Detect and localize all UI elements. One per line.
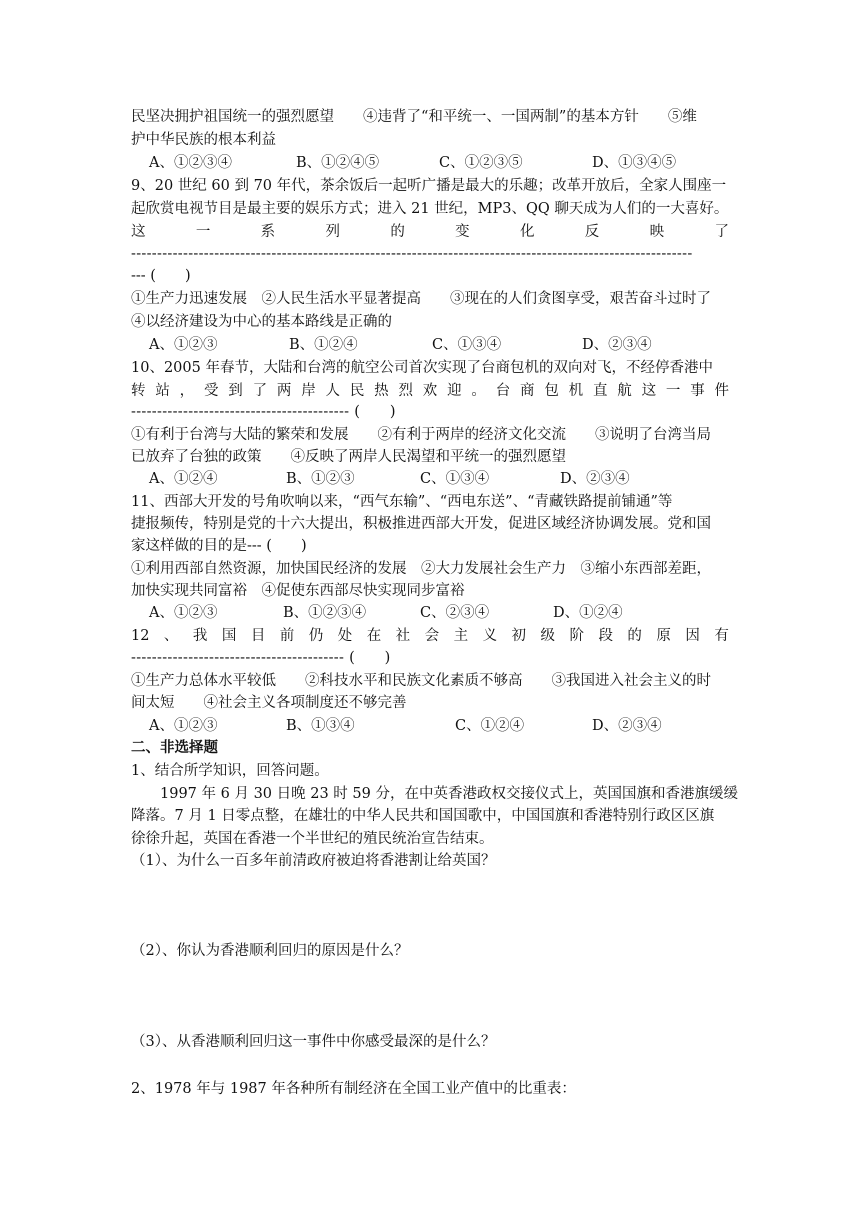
spaced-word: 两 (276, 383, 292, 399)
spaced-word: 有 (714, 628, 729, 644)
spaced-word: 系 (260, 224, 276, 240)
q11-option-d: D、①②④ (553, 605, 623, 621)
spaced-word: 会 (424, 628, 440, 644)
q9-option-d: D、②③④ (582, 337, 652, 353)
spaced-word: 受 (203, 383, 219, 399)
spaced-word: 站 (155, 383, 170, 399)
spaced-word: 化 (519, 224, 535, 240)
spaced-word: 一 (195, 224, 211, 240)
spaced-word: 包 (544, 383, 559, 399)
spaced-word: 我 (192, 628, 208, 644)
q10-dash-line: ------------------------------------------ ( ) (131, 404, 396, 420)
spaced-word: 这 (131, 224, 146, 240)
q11-option-b: B、①②③④ (283, 605, 367, 621)
q10-option-a: A、①②④ (149, 471, 218, 487)
q12-option-a: A、①②③ (149, 718, 218, 734)
q9-statement-2: ④以经济建设为中心的基本路线是正确的 (131, 314, 392, 330)
q11-line-2: 捷报频传，特别是党的十六大提出，积极推进西部大开发，促进区域经济协调发展。党和国 (131, 516, 711, 532)
spaced-word: 前 (279, 628, 295, 644)
q9-option-c: C、①③④ (432, 337, 502, 353)
q10-statement-1: ①有利于台湾与大陆的繁荣和发展 ②有利于两岸的经济文化交流 ③说明了台湾当局 (131, 427, 711, 443)
sub-question-3: （3）、从香港顺利回归这一事件中你感受最深的是什么？ (131, 1034, 496, 1050)
spaced-word: 件 (714, 383, 729, 399)
spaced-word: 商 (520, 383, 535, 399)
q8-option-b: B、①②④⑤ (296, 155, 380, 171)
spaced-word: 岸 (301, 383, 316, 399)
q11-statement-2: 加快实现共同富裕 ④促使东西部尽快实现同步富裕 (131, 583, 465, 599)
passage-line-2: 降落。7 月 1 日零点整，在雄壮的中华人民共和国国歌中，中国国旗和香港特别行政区区旗 (131, 808, 715, 824)
spaced-word: 社 (395, 628, 411, 644)
q11-line-3: 家这样做的目的是--- ( ) (131, 538, 307, 554)
spaced-word: 变 (455, 224, 470, 240)
q12-statement-2: 间太短 ④社会主义各项制度还不够完善 (131, 695, 407, 711)
sub-question-1: （1）、为什么一百多年前清政府被迫将香港割让给英国？ (131, 853, 496, 869)
q9-line-1: 9、20 世纪 60 到 70 年代，茶余饭后一起听广播是最大的乐趣；改革开放后，全家人围座一 (131, 178, 727, 194)
spaced-word: 转 (131, 383, 146, 399)
q9-line-3 (131, 222, 729, 242)
q10-line-1: 10、2005 年春节，大陆和台湾的航空公司首次实现了台商包机的双向对飞，不经停香港中 (131, 360, 713, 376)
spaced-word: 仍 (308, 628, 324, 644)
spaced-word: 了 (252, 383, 268, 399)
q11-line-1: 11、西部大开发的号角吹响以来，“西气东输”、“西电东送”、“青藏铁路提前铺通”等 (131, 494, 673, 510)
spaced-word: 阶 (569, 628, 584, 644)
q12-dash-line: ----------------------------------------- ( ) (131, 650, 391, 666)
spaced-word: 因 (685, 628, 700, 644)
spaced-word: 台 (495, 383, 511, 399)
spaced-word: 迎 (447, 383, 462, 399)
q12-statement-1: ①生产力总体水平较低 ②科技水平和民族文化素质不够高 ③我国进入社会主义的时 (131, 673, 711, 689)
spaced-word: 直 (592, 383, 608, 399)
q8-option-a: A、①②③④ (149, 155, 232, 171)
spaced-word: 。 (471, 383, 486, 399)
spaced-word: 了 (714, 224, 729, 240)
q12-option-c: C、①②④ (455, 718, 525, 734)
spaced-word: 欢 (422, 383, 438, 399)
q8-option-c: C、①②③⑤ (439, 155, 523, 171)
spaced-word: 民 (349, 383, 365, 399)
passage-line-3: 徐徐升起，英国在香港一个半世纪的殖民统治宣告结束。 (131, 831, 494, 847)
q10-option-c: C、①③④ (420, 471, 490, 487)
spaced-word: 事 (690, 383, 705, 399)
spaced-word: 热 (374, 383, 389, 399)
spaced-word: 义 (482, 628, 498, 644)
spaced-word: 航 (617, 383, 632, 399)
spaced-word: 主 (453, 628, 469, 644)
spaced-word: 映 (649, 224, 665, 240)
section-heading: 二、非选择题 (131, 739, 218, 756)
q8-line-2: 护中华民族的根本利益 (131, 132, 276, 148)
q11-option-a: A、①②③ (149, 605, 218, 621)
q8-line-1: 民坚决拥护祖国统一的强烈愿望 ④违背了“和平统一、一国两制”的基本方针 ⑤维 (131, 109, 697, 125)
q12-option-b: B、①③④ (286, 718, 355, 734)
spaced-word: 烈 (398, 383, 413, 399)
q10-option-d: D、②③④ (560, 471, 630, 487)
spaced-word: 国 (221, 628, 237, 644)
spaced-word: 、 (163, 628, 179, 644)
spaced-word: 目 (250, 628, 266, 644)
spaced-word: ， (179, 383, 195, 399)
q8-option-d: D、①③④⑤ (592, 155, 677, 171)
sub-question-2: （2）、你认为香港顺利回归的原因是什么？ (131, 943, 409, 959)
passage-line-1: 1997 年 6 月 30 日晚 23 时 59 分，在中英香港政权交接仪式上，英国国旗和香港旗缓缓 (131, 786, 738, 802)
q12-line-1 (131, 626, 729, 646)
spaced-word: 一 (665, 383, 681, 399)
spaced-word: 初 (511, 628, 527, 644)
spaced-word: 级 (540, 628, 556, 644)
q9-statement-1: ①生产力迅速发展 ②人民生活水平显著提高 ③现在的人们贪图享受，艰苦奋斗过时了 (131, 291, 711, 307)
spaced-word: 反 (584, 224, 600, 240)
spaced-word: 原 (656, 628, 671, 644)
section2-q2: 2、1978 年与 1987 年各种所有制经济在全国工业产值中的比重表： (131, 1081, 576, 1097)
spaced-word: 人 (325, 383, 340, 399)
q10-option-b: B、①②③ (286, 471, 355, 487)
spaced-word: 这 (641, 383, 657, 399)
spaced-word: 在 (366, 628, 382, 644)
spaced-word: 处 (337, 628, 353, 644)
spaced-word: 到 (228, 383, 243, 399)
q10-line-2 (131, 381, 729, 401)
q11-statement-1: ①利用西部自然资源，加快国民经济的发展 ②大力发展社会生产力 ③缩小东西部差距， (131, 561, 711, 577)
section2-q1-intro: 1、结合所学知识，回答问题。 (131, 763, 329, 779)
spaced-word: 列 (325, 224, 340, 240)
spaced-word: 机 (568, 383, 584, 399)
spaced-word: 12 (131, 628, 150, 644)
q9-answer-blank: --- ( ) (131, 268, 191, 284)
q9-line-2: 起欣赏电视节目是最主要的娱乐方式；进入 21 世纪，MP3、QQ 聊天成为人们的一大喜好。 (131, 201, 729, 217)
q9-dash-line: ------------------------------------------------------------------------------------------------------------ (131, 246, 693, 262)
q9-option-b: B、①②④ (289, 337, 358, 353)
q12-option-d: D、②③④ (592, 718, 662, 734)
spaced-word: 的 (627, 628, 642, 644)
q10-statement-2: 已放弃了台独的政策 ④反映了两岸人民渴望和平统一的强烈愿望 (131, 449, 566, 465)
spaced-word: 段 (598, 628, 613, 644)
spaced-word: 的 (390, 224, 405, 240)
q11-option-c: C、②③④ (420, 605, 490, 621)
q9-option-a: A、①②③ (149, 337, 218, 353)
